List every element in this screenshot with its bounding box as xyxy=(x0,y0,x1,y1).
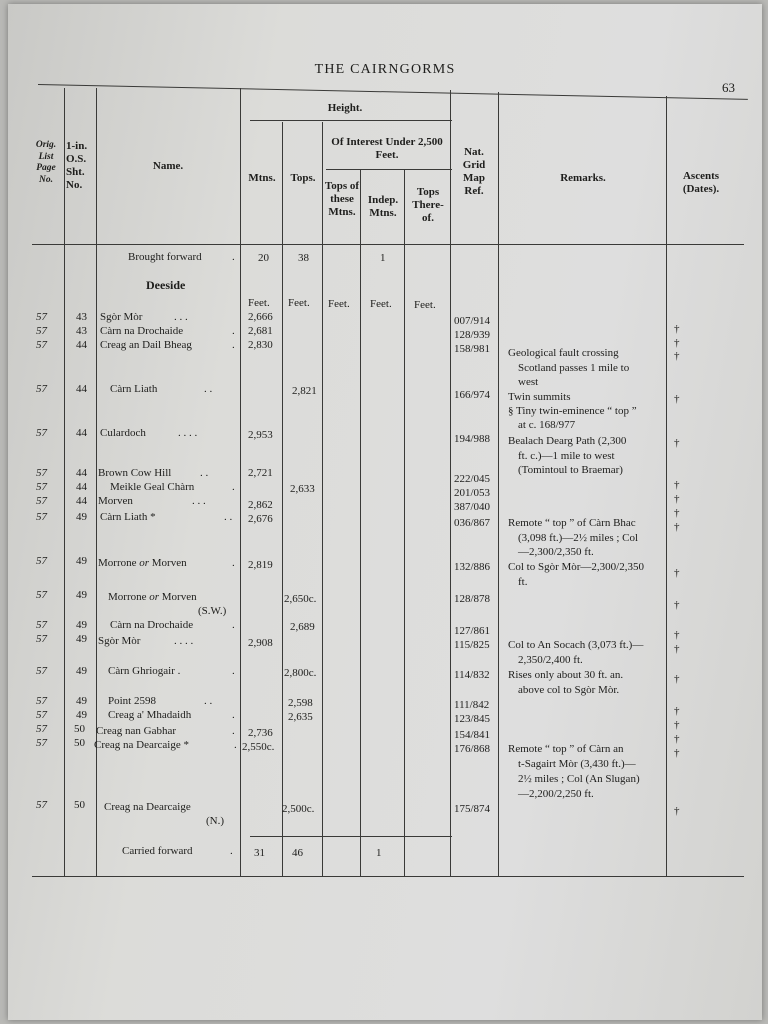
col-rule xyxy=(450,90,451,876)
grid-ref-cell: 194/988 xyxy=(454,433,491,445)
brought-forward-indep: 1 xyxy=(380,252,386,264)
name-cell: Càrn Liath * xyxy=(100,511,156,523)
grid-ref-cell: 201/053 xyxy=(454,487,491,499)
ascent-mark: † xyxy=(674,567,680,579)
col-rule xyxy=(96,88,97,876)
remark-line: Scotland passes 1 mile to xyxy=(518,362,630,374)
unit-tops-thereof: Feet. xyxy=(414,299,436,311)
remark-line: § Tiny twin-eminence “ top ” xyxy=(508,405,637,417)
name-cell: Càrn na Drochaide xyxy=(110,619,194,631)
grid-ref-cell: 132/886 xyxy=(454,561,491,573)
name-dots: . xyxy=(232,557,235,569)
sheet-cell: 49 xyxy=(76,633,87,645)
grid-ref-cell: 115/825 xyxy=(454,639,490,651)
carried-forward-dot: . xyxy=(230,845,233,857)
orig-page-cell: 57 xyxy=(36,511,47,523)
orig-page-cell: 57 xyxy=(36,723,47,735)
name-dots: . . . xyxy=(174,311,188,323)
ascent-mark: † xyxy=(674,673,680,685)
remark-line: west xyxy=(518,376,539,388)
col-rule xyxy=(240,88,241,876)
name-dots: . . xyxy=(224,511,233,523)
remark-line: above col to Sgòr Mòr. xyxy=(518,684,620,696)
tops-cell: 2,689 xyxy=(290,621,315,633)
running-title: THE CAIRNGORMS xyxy=(314,62,456,77)
name-dots: . xyxy=(232,481,235,493)
carried-forward-mtns: 31 xyxy=(254,847,265,859)
name-line-2: (S.W.) xyxy=(198,605,227,617)
name-dots: . xyxy=(232,665,235,677)
ascent-mark: † xyxy=(674,437,680,449)
carried-forward-tops: 46 xyxy=(292,847,303,859)
mtns-cell: 2,862 xyxy=(248,499,273,511)
name-dots: . xyxy=(232,339,235,351)
height-rule xyxy=(250,120,452,121)
name-part: Morrone xyxy=(98,557,140,569)
mtns-cell: 2,666 xyxy=(248,311,273,323)
remark-line: Remote “ top ” of Càrn an xyxy=(508,743,624,755)
grid-ref-cell: 127/861 xyxy=(454,625,491,637)
mtns-cell: 2,830 xyxy=(248,339,273,351)
tops-cell: 2,800c. xyxy=(284,667,317,679)
ascent-mark: † xyxy=(674,337,680,349)
name-dots: . . xyxy=(204,383,213,395)
header-orig-page: Orig. List Page No. xyxy=(35,140,57,185)
orig-page-cell: 57 xyxy=(36,481,47,493)
name-cell: Creag na Dearcaige * xyxy=(94,739,189,751)
remark-line: Twin summits xyxy=(508,391,571,403)
col-rule xyxy=(322,122,323,876)
grid-ref-cell: 387/040 xyxy=(454,501,491,513)
name-part: Morven xyxy=(159,591,197,603)
name-cell: Morven xyxy=(98,495,133,507)
sheet-cell: 50 xyxy=(74,799,85,811)
header-of-interest: Of Interest Under 2,500 Feet. xyxy=(331,136,443,161)
name-or: or xyxy=(139,557,150,569)
ascent-mark: † xyxy=(674,747,680,759)
page-number: 63 xyxy=(722,80,735,95)
name-dots: . . xyxy=(200,467,209,479)
tops-cell: 2,633 xyxy=(290,483,315,495)
col-rule xyxy=(360,170,361,876)
ascent-mark: † xyxy=(674,643,680,655)
name-dots: . xyxy=(234,739,237,751)
sheet-cell: 50 xyxy=(74,723,85,735)
carried-rule xyxy=(250,836,452,837)
orig-page-cell: 57 xyxy=(36,799,47,811)
grid-ref-cell: 128/878 xyxy=(454,593,491,605)
remark-line: (3,098 ft.)—2½ miles ; Col xyxy=(518,532,639,544)
orig-page-cell: 57 xyxy=(36,619,47,631)
grid-ref-cell: 158/981 xyxy=(454,343,491,355)
sheet-cell: 44 xyxy=(76,383,87,395)
name-cell: Meikle Geal Chàrn xyxy=(110,481,195,493)
table-bottom-rule xyxy=(32,876,744,877)
name-cell: Culardoch xyxy=(100,427,146,439)
name-cell: Creag an Dail Bheag xyxy=(100,339,192,351)
mtns-cell: 2,736 xyxy=(248,727,273,739)
carried-forward-label: Carried forward xyxy=(122,845,193,857)
name-line-2: (N.) xyxy=(206,815,225,827)
grid-ref-cell: 128/939 xyxy=(454,329,491,341)
remark-line: ft. xyxy=(518,576,528,588)
sheet-cell: 49 xyxy=(76,555,87,567)
remark-line: Col to An Socach (3,073 ft.)— xyxy=(508,639,644,651)
name-or: or xyxy=(149,591,160,603)
grid-ref-cell: 111/842 xyxy=(454,699,490,711)
brought-forward-label: Brought forward xyxy=(128,251,202,263)
name-dots: . xyxy=(232,619,235,631)
remark-line: 2,350/2,400 ft. xyxy=(518,654,583,666)
col-rule xyxy=(64,88,65,876)
unit-tops: Feet. xyxy=(288,297,310,309)
tops-cell: 2,598 xyxy=(288,697,313,709)
interest-rule xyxy=(326,169,452,170)
orig-page-cell: 57 xyxy=(36,589,47,601)
tops-cell: 2,500c. xyxy=(282,803,315,815)
remark-line: Rises only about 30 ft. an. xyxy=(508,669,624,681)
remark-line: Remote “ top ” of Càrn Bhac xyxy=(508,517,636,529)
remark-line: —2,300/2,350 ft. xyxy=(518,546,594,558)
sheet-cell: 49 xyxy=(76,709,87,721)
ascent-mark: † xyxy=(674,521,680,533)
header-bottom-rule xyxy=(32,244,744,245)
ascent-mark: † xyxy=(674,629,680,641)
ascent-mark: † xyxy=(674,350,680,362)
header-tops-of-mtns: Tops of these Mtns. xyxy=(324,180,360,218)
header-tops-thereof: Tops There-of. xyxy=(412,186,444,224)
col-rule xyxy=(404,170,405,876)
name-cell: Creag a' Mhadaidh xyxy=(108,709,192,721)
brought-forward-mtns: 20 xyxy=(258,252,269,264)
orig-page-cell: 57 xyxy=(36,311,47,323)
orig-page-cell: 57 xyxy=(36,467,47,479)
remark-line: Geological fault crossing xyxy=(508,347,619,359)
orig-page-cell: 57 xyxy=(36,555,47,567)
name-cell: Creag nan Gabhar xyxy=(96,725,177,737)
mtns-cell: 2,550c. xyxy=(242,741,275,753)
name-cell: Sgòr Mòr xyxy=(98,635,141,647)
remark-line: Bealach Dearg Path (2,300 xyxy=(508,435,627,447)
ascent-mark: † xyxy=(674,507,680,519)
header-remarks: Remarks. xyxy=(560,172,606,184)
header-ascents: Ascents (Dates). xyxy=(682,170,720,195)
ascent-mark: † xyxy=(674,733,680,745)
tops-cell: 2,821 xyxy=(292,385,317,397)
sheet-cell: 44 xyxy=(76,339,87,351)
ascent-mark: † xyxy=(674,719,680,731)
remark-line: t-Sagairt Mòr (3,430 ft.)— xyxy=(518,758,636,770)
sheet-cell: 49 xyxy=(76,695,87,707)
ascent-mark: † xyxy=(674,323,680,335)
tops-cell: 2,635 xyxy=(288,711,313,723)
name-dots: . xyxy=(232,325,235,337)
name-cell: Sgòr Mòr xyxy=(100,311,143,323)
name-dots: . xyxy=(232,709,235,721)
brought-forward-tops: 38 xyxy=(298,252,309,264)
sheet-cell: 50 xyxy=(74,737,85,749)
orig-page-cell: 57 xyxy=(36,665,47,677)
col-rule xyxy=(498,92,499,876)
sheet-cell: 44 xyxy=(76,427,87,439)
sheet-cell: 49 xyxy=(76,619,87,631)
remark-line: ft. c.)—1 mile to west xyxy=(518,450,615,462)
mtns-cell: 2,819 xyxy=(248,559,273,571)
mtns-cell: 2,676 xyxy=(248,513,273,525)
grid-ref-cell: 176/868 xyxy=(454,743,491,755)
orig-page-cell: 57 xyxy=(36,737,47,749)
name-dots: . xyxy=(232,725,235,737)
remark-line: 2½ miles ; Col (An Slugan) xyxy=(518,773,640,785)
orig-page-cell: 57 xyxy=(36,325,47,337)
mtns-cell: 2,908 xyxy=(248,637,273,649)
sheet-cell: 49 xyxy=(76,511,87,523)
remark-line: Col to Sgòr Mòr—2,300/2,350 xyxy=(508,561,644,573)
orig-page-cell: 57 xyxy=(36,633,47,645)
section-heading: Deeside xyxy=(146,278,186,292)
orig-page-cell: 57 xyxy=(36,383,47,395)
header-grid-ref: Nat. Grid Map Ref. xyxy=(462,146,486,197)
name-cell: Creag na Dearcaige xyxy=(104,801,191,813)
header-os-sheet: 1-in. O.S. Sht. No. xyxy=(66,140,88,191)
ascent-mark: † xyxy=(674,493,680,505)
orig-page-cell: 57 xyxy=(36,339,47,351)
grid-ref-cell: 175/874 xyxy=(454,803,491,815)
remark-line: at c. 168/977 xyxy=(518,419,576,431)
orig-page-cell: 57 xyxy=(36,495,47,507)
unit-indep: Feet. xyxy=(370,298,392,310)
ascent-mark: † xyxy=(674,705,680,717)
grid-ref-cell: 036/867 xyxy=(454,517,491,529)
col-rule xyxy=(282,122,283,876)
sheet-cell: 49 xyxy=(76,665,87,677)
header-indep-mtns: Indep. Mtns. xyxy=(367,194,399,219)
name-cell: Point 2598 xyxy=(108,695,156,707)
orig-page-cell: 57 xyxy=(36,427,47,439)
col-rule xyxy=(666,96,667,876)
sheet-cell: 43 xyxy=(76,325,87,337)
grid-ref-cell: 154/841 xyxy=(454,729,491,741)
header-tops: Tops. xyxy=(290,172,316,184)
name-cell: Càrn na Drochaide xyxy=(100,325,184,337)
ascent-mark: † xyxy=(674,805,680,817)
mtns-cell: 2,953 xyxy=(248,429,273,441)
ascent-mark: † xyxy=(674,393,680,405)
orig-page-cell: 57 xyxy=(36,695,47,707)
name-dots: . . . . xyxy=(178,427,198,439)
sheet-cell: 44 xyxy=(76,481,87,493)
grid-ref-cell: 123/845 xyxy=(454,713,491,725)
header-name: Name. xyxy=(152,160,184,172)
name-cell: Càrn Liath xyxy=(110,383,158,395)
mtns-cell: 2,681 xyxy=(248,325,273,337)
mtns-cell: 2,721 xyxy=(248,467,273,479)
unit-tops-of: Feet. xyxy=(328,298,350,310)
header-height: Height. xyxy=(327,102,363,114)
name-cell xyxy=(108,590,197,604)
ascent-mark: † xyxy=(674,599,680,611)
remark-line: —2,200/2,250 ft. xyxy=(518,788,594,800)
sheet-cell: 44 xyxy=(76,495,87,507)
table-top-rule xyxy=(38,84,748,100)
grid-ref-cell: 222/045 xyxy=(454,473,491,485)
name-dots: . . xyxy=(204,695,213,707)
name-part: Morrone xyxy=(108,591,150,603)
orig-page-cell: 57 xyxy=(36,709,47,721)
name-cell: Brown Cow Hill xyxy=(98,467,172,479)
unit-mtns: Feet. xyxy=(248,297,270,309)
remark-line: (Tomintoul to Braemar) xyxy=(518,464,623,476)
header-mtns: Mtns. xyxy=(248,172,276,184)
sheet-cell: 49 xyxy=(76,589,87,601)
ascent-mark: † xyxy=(674,479,680,491)
book-page xyxy=(8,4,762,1020)
grid-ref-cell: 166/974 xyxy=(454,389,491,401)
tops-cell: 2,650c. xyxy=(284,593,317,605)
grid-ref-cell: 007/914 xyxy=(454,315,491,327)
carried-forward-indep: 1 xyxy=(376,847,382,859)
sheet-cell: 43 xyxy=(76,311,87,323)
grid-ref-cell: 114/832 xyxy=(454,669,490,681)
name-dots: . . . . xyxy=(174,635,194,647)
brought-forward-dot: . xyxy=(232,251,235,263)
name-cell xyxy=(98,556,187,570)
name-dots: . . . xyxy=(192,495,206,507)
name-cell: Càrn Ghriogair . xyxy=(108,665,181,677)
sheet-cell: 44 xyxy=(76,467,87,479)
name-part: Morven xyxy=(149,557,187,569)
